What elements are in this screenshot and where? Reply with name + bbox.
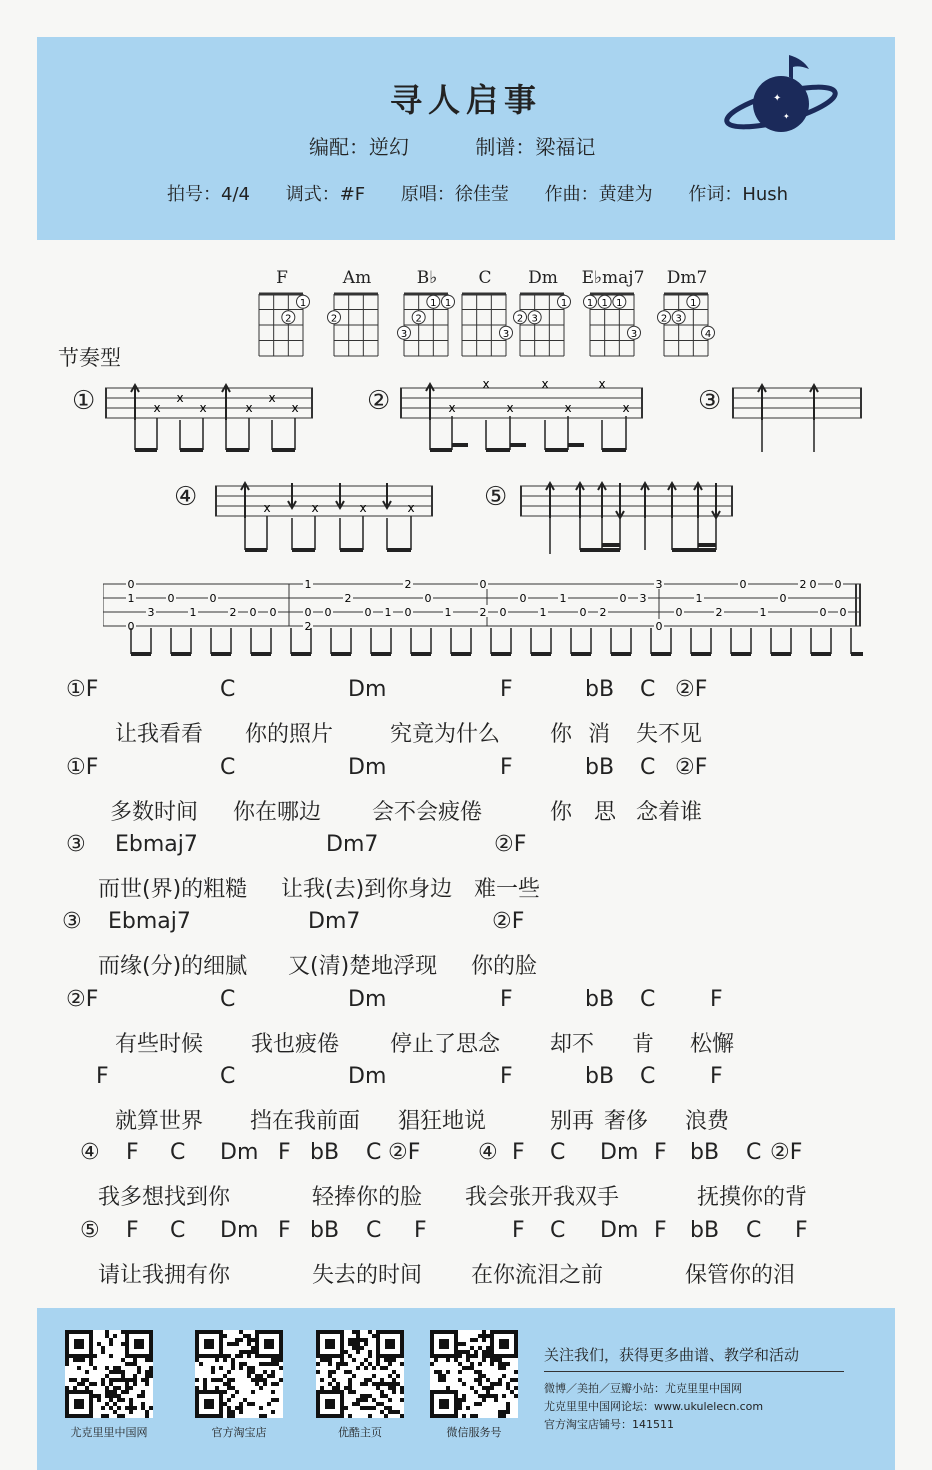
- svg-text:1: 1: [759, 606, 767, 619]
- lyric-text: 别再: [550, 1109, 595, 1134]
- svg-text:0: 0: [499, 606, 507, 619]
- svg-text:1: 1: [430, 297, 437, 309]
- chord-symbol: ②F: [770, 1140, 803, 1165]
- lyric-text: 在你流泪之前: [471, 1263, 604, 1288]
- meta-row: [167, 180, 818, 206]
- svg-text:3: 3: [675, 313, 682, 325]
- svg-text:1: 1: [695, 592, 703, 605]
- lyric-text: 我也疲倦: [251, 1032, 340, 1057]
- chord-symbol: F: [500, 987, 513, 1012]
- chord-symbol: F: [126, 1218, 139, 1243]
- lyric-text: 却不: [550, 1032, 595, 1057]
- qr-label: 优酷主页: [338, 1426, 382, 1439]
- svg-text:x: x: [153, 401, 161, 415]
- lyric-text: 让我看看: [115, 722, 204, 747]
- chord-symbol: C: [640, 987, 656, 1012]
- svg-text:0: 0: [127, 578, 135, 591]
- svg-text:3: 3: [630, 328, 638, 340]
- chord-symbol: F: [795, 1218, 808, 1243]
- lyric-text: 而缘(分)的细腻: [98, 954, 248, 979]
- lyric-text: 猖狂地说: [398, 1109, 487, 1134]
- svg-text:0: 0: [127, 620, 135, 633]
- svg-text:0: 0: [779, 592, 787, 605]
- chord-line: [0, 832, 932, 862]
- chord-symbol: Dm: [220, 1218, 259, 1243]
- lyric-text: 念着谁: [636, 800, 703, 825]
- chord-symbol: bB: [585, 755, 615, 780]
- chord-diagram: [578, 268, 648, 360]
- svg-text:x: x: [311, 501, 319, 515]
- chord-symbol: ②F: [388, 1140, 421, 1165]
- footer-info-line: 微博／美拍／豆瓣小站：尤克里里中国网: [544, 1382, 742, 1395]
- chord-symbol: Dm: [348, 987, 387, 1012]
- qr-label: 微信服务号: [446, 1426, 502, 1439]
- svg-text:0: 0: [209, 592, 217, 605]
- svg-text:0: 0: [739, 578, 747, 591]
- chord-symbol: ②F: [675, 677, 708, 702]
- chord-symbol: ②F: [675, 755, 708, 780]
- svg-text:0: 0: [839, 606, 847, 619]
- svg-text:3: 3: [400, 328, 408, 340]
- footer-info: [544, 1380, 763, 1434]
- lyric-text: 多数时间: [110, 800, 199, 825]
- pattern-1-label: ①: [72, 386, 96, 416]
- lyric-line: [0, 717, 932, 747]
- svg-text:3: 3: [502, 328, 510, 340]
- svg-text:3: 3: [639, 592, 647, 605]
- pattern-3-label: ③: [698, 386, 722, 416]
- svg-text:0: 0: [404, 606, 412, 619]
- chord-line: [0, 987, 932, 1017]
- chord-symbol: F: [654, 1140, 667, 1165]
- rhythm-pattern-5: [520, 478, 735, 556]
- lyric-line: [0, 949, 932, 979]
- chord-symbol: bB: [585, 677, 615, 702]
- chord-symbol: F: [500, 755, 513, 780]
- svg-text:x: x: [622, 401, 630, 415]
- lyric-text: 挡在我前面: [250, 1109, 361, 1134]
- chord-symbol: Dm: [348, 755, 387, 780]
- svg-text:0: 0: [424, 592, 432, 605]
- svg-text:1: 1: [444, 297, 452, 309]
- svg-text:1: 1: [559, 592, 567, 605]
- lyric-text: 抚摸你的背: [697, 1185, 808, 1210]
- header-banner: [37, 37, 895, 240]
- chord-symbol: C: [640, 677, 656, 702]
- chord-symbol: C: [640, 1064, 656, 1089]
- chord-name: B♭: [416, 268, 438, 288]
- svg-text:x: x: [482, 377, 490, 391]
- svg-text:0: 0: [579, 606, 587, 619]
- chord-symbol: Dm: [348, 1064, 387, 1089]
- svg-text:x: x: [291, 401, 299, 415]
- lyric-text: 而世(界)的粗糙: [98, 877, 248, 902]
- lyric-text: 你: [550, 800, 573, 825]
- meta-singer: 原唱：徐佳莹: [400, 184, 509, 205]
- svg-text:1: 1: [539, 606, 547, 619]
- chord-symbol: C: [170, 1218, 186, 1243]
- svg-text:0: 0: [304, 606, 312, 619]
- chord-symbol: F: [278, 1218, 291, 1243]
- planet-logo-icon: [723, 49, 843, 139]
- footer-banner: [37, 1308, 895, 1470]
- svg-text:0: 0: [519, 592, 527, 605]
- svg-text:x: x: [176, 391, 184, 405]
- chord-symbol: C: [220, 755, 236, 780]
- chord-symbol: ①F: [66, 677, 99, 702]
- lyric-line: [0, 1027, 932, 1057]
- lyric-text: 就算世界: [115, 1109, 204, 1134]
- chord-line: [0, 1140, 932, 1170]
- lyric-text: 消: [588, 722, 611, 747]
- lyric-text: 保管你的泪: [685, 1263, 796, 1288]
- svg-text:x: x: [407, 501, 415, 515]
- chord-line: [0, 1218, 932, 1248]
- svg-text:0: 0: [269, 606, 277, 619]
- footer-info-line[interactable]: 尤克里里中国网论坛：www.ukulelecn.com: [544, 1400, 764, 1413]
- chord-symbol: bB: [585, 987, 615, 1012]
- svg-text:1: 1: [690, 297, 697, 309]
- arranger-text: 编配：逆幻: [309, 135, 409, 159]
- svg-text:3: 3: [655, 578, 663, 591]
- lyric-text: 浪费: [685, 1109, 730, 1134]
- svg-text:✦: ✦: [783, 112, 790, 121]
- chord-symbol: bB: [585, 1064, 615, 1089]
- chord-symbol: Dm: [600, 1140, 639, 1165]
- lyric-text: 轻捧你的脸: [312, 1185, 423, 1210]
- lyric-text: 停止了思念: [390, 1032, 501, 1057]
- svg-text:2: 2: [516, 313, 524, 325]
- lyric-line: [0, 795, 932, 825]
- credits-row: [309, 131, 655, 160]
- footer-info-line: 官方淘宝店铺号：141511: [544, 1418, 674, 1431]
- chord-symbol: Dm: [220, 1140, 259, 1165]
- chord-symbol: C: [220, 1064, 236, 1089]
- chord-symbol: ⑤: [80, 1218, 100, 1243]
- chord-symbol: ④: [478, 1140, 498, 1165]
- svg-text:1: 1: [616, 297, 623, 309]
- chord-name: C: [478, 268, 492, 288]
- meta-time: 拍号：4/4: [167, 184, 250, 205]
- chord-symbol: ①F: [66, 755, 99, 780]
- svg-text:1: 1: [299, 297, 307, 309]
- svg-text:1: 1: [444, 606, 452, 619]
- chord-symbol: Ebmaj7: [108, 909, 191, 934]
- chord-symbol: C: [746, 1140, 762, 1165]
- svg-text:1: 1: [601, 297, 608, 309]
- rhythm-pattern-4: [215, 478, 435, 556]
- chord-name: F: [276, 268, 288, 288]
- chord-symbol: Dm7: [308, 909, 361, 934]
- lyric-text: 奢侈: [604, 1109, 649, 1134]
- chord-name: Am: [342, 268, 372, 288]
- chord-symbol: ②F: [494, 832, 527, 857]
- lyric-text: 你: [550, 722, 573, 747]
- lyric-text: 失去的时间: [312, 1263, 423, 1288]
- svg-text:1: 1: [586, 297, 594, 309]
- svg-text:x: x: [598, 377, 606, 391]
- svg-text:0: 0: [479, 578, 487, 591]
- lyric-text: 我会张开我双手: [465, 1185, 620, 1210]
- svg-text:x: x: [359, 501, 367, 515]
- lyric-text: 你的脸: [471, 954, 538, 979]
- lyric-line: [0, 1258, 932, 1288]
- svg-text:2: 2: [404, 578, 412, 591]
- chord-symbol: C: [220, 677, 236, 702]
- chord-symbol: C: [550, 1218, 566, 1243]
- svg-text:x: x: [245, 401, 253, 415]
- qr-code-icon[interactable]: [65, 1330, 153, 1418]
- chord-symbol: bB: [690, 1140, 720, 1165]
- transcriber-text: 制谱：梁福记: [475, 135, 596, 159]
- lyric-text: 失不见: [636, 722, 703, 747]
- chord-diagram: [247, 268, 317, 360]
- chord-symbol: C: [366, 1218, 382, 1243]
- chord-name: Dm7: [666, 268, 708, 288]
- meta-key: 调式：#F: [285, 184, 366, 205]
- svg-text:2: 2: [285, 313, 292, 325]
- chord-symbol: C: [366, 1140, 382, 1165]
- chord-symbol: F: [512, 1218, 525, 1243]
- lyric-text: 我多想找到你: [98, 1185, 231, 1210]
- svg-text:0: 0: [619, 592, 627, 605]
- chord-symbol: ②F: [66, 987, 99, 1012]
- chord-symbol: C: [640, 755, 656, 780]
- chord-symbol: C: [746, 1218, 762, 1243]
- lyric-line: [0, 872, 932, 902]
- svg-text:1: 1: [384, 606, 392, 619]
- chord-symbol: F: [414, 1218, 427, 1243]
- chord-symbol: Dm: [600, 1218, 639, 1243]
- chord-symbol: F: [710, 987, 723, 1012]
- svg-text:0: 0: [167, 592, 175, 605]
- svg-text:x: x: [506, 401, 514, 415]
- meta-lyricist: 作词：Hush: [688, 184, 789, 205]
- lyric-text: 松懈: [690, 1032, 735, 1057]
- chord-diagram: [322, 268, 392, 360]
- lyric-text: 思: [594, 800, 617, 825]
- svg-text:1: 1: [189, 606, 197, 619]
- svg-text:x: x: [199, 401, 207, 415]
- qr-label: 尤克里里中国网: [70, 1426, 148, 1439]
- lyric-text: 让我(去)到你身边: [281, 877, 453, 902]
- svg-text:0: 0: [809, 578, 817, 591]
- chord-symbol: F: [500, 1064, 513, 1089]
- rhythm-pattern-2: [400, 376, 645, 456]
- chord-symbol: bB: [690, 1218, 720, 1243]
- svg-text:0: 0: [819, 606, 827, 619]
- svg-text:2: 2: [304, 620, 312, 633]
- svg-text:2: 2: [330, 313, 338, 325]
- lyric-text: 究竟为什么: [390, 722, 501, 747]
- svg-text:1: 1: [560, 297, 568, 309]
- chord-symbol: C: [220, 987, 236, 1012]
- rhythm-pattern-3: [732, 380, 864, 455]
- chord-symbol: F: [710, 1064, 723, 1089]
- svg-text:2: 2: [799, 578, 807, 591]
- lyric-text: 你的照片: [245, 722, 334, 747]
- svg-text:2: 2: [599, 606, 607, 619]
- chord-line: [0, 909, 932, 939]
- svg-text:2: 2: [344, 592, 352, 605]
- pattern-5-label: ⑤: [484, 482, 508, 512]
- svg-text:0: 0: [834, 578, 842, 591]
- intro-tablature: [103, 576, 863, 658]
- lyric-text: 会不会疲倦: [372, 800, 483, 825]
- lyric-text: 又(清)楚地浮现: [288, 954, 438, 979]
- chord-diagram: [508, 268, 578, 360]
- svg-text:4: 4: [704, 328, 712, 340]
- chord-symbol: F: [278, 1140, 291, 1165]
- svg-text:x: x: [541, 377, 549, 391]
- svg-text:0: 0: [324, 606, 332, 619]
- chord-symbol: Dm: [348, 677, 387, 702]
- svg-text:x: x: [564, 401, 572, 415]
- qr-code-icon[interactable]: [316, 1330, 404, 1418]
- svg-text:0: 0: [364, 606, 372, 619]
- svg-text:0: 0: [655, 620, 663, 633]
- qr-label: 官方淘宝店: [211, 1426, 267, 1439]
- chord-symbol: F: [654, 1218, 667, 1243]
- chord-symbol: F: [512, 1140, 525, 1165]
- lyric-text: 请让我拥有你: [98, 1263, 231, 1288]
- meta-composer: 作曲：黄建为: [544, 184, 653, 205]
- pattern-2-label: ②: [367, 386, 391, 416]
- chord-name: E♭maj7: [581, 268, 645, 288]
- chord-diagram: [652, 268, 722, 360]
- song-title: 寻人启事: [389, 81, 542, 119]
- pattern-4-label: ④: [174, 482, 198, 512]
- chord-symbol: bB: [310, 1218, 340, 1243]
- svg-text:✦: ✦: [773, 93, 782, 104]
- rhythm-label: 节奏型: [58, 346, 121, 370]
- svg-text:2: 2: [479, 606, 487, 619]
- chord-line: [0, 755, 932, 785]
- svg-text:0: 0: [249, 606, 257, 619]
- svg-text:x: x: [448, 401, 456, 415]
- chord-symbol: ②F: [492, 909, 525, 934]
- svg-text:1: 1: [127, 592, 135, 605]
- chord-symbol: F: [96, 1064, 109, 1089]
- chord-symbol: C: [170, 1140, 186, 1165]
- svg-text:x: x: [263, 501, 271, 515]
- svg-text:2: 2: [660, 313, 668, 325]
- chord-symbol: F: [500, 677, 513, 702]
- lyric-text: 你在哪边: [233, 800, 322, 825]
- svg-text:0: 0: [675, 606, 683, 619]
- chord-symbol: ④: [80, 1140, 100, 1165]
- qr-code-icon[interactable]: [430, 1330, 518, 1418]
- chord-symbol: Dm7: [326, 832, 379, 857]
- lyric-text: 肯: [632, 1032, 655, 1057]
- chord-line: [0, 1064, 932, 1094]
- chord-symbol: C: [550, 1140, 566, 1165]
- chord-symbol: F: [126, 1140, 139, 1165]
- chord-name: Dm: [528, 268, 558, 288]
- svg-text:3: 3: [531, 313, 538, 325]
- lyric-line: [0, 1104, 932, 1134]
- svg-text:3: 3: [147, 606, 155, 619]
- chord-symbol: ③: [62, 909, 82, 934]
- chord-symbol: Ebmaj7: [115, 832, 198, 857]
- lyric-text: 难一些: [474, 877, 541, 902]
- lyric-line: [0, 1180, 932, 1210]
- chord-line: [0, 677, 932, 707]
- chord-symbol: ③: [66, 832, 86, 857]
- svg-text:2: 2: [415, 313, 422, 325]
- qr-code-icon[interactable]: [195, 1330, 283, 1418]
- follow-text: 关注我们，获得更多曲谱、教学和活动: [544, 1344, 844, 1372]
- chord-symbol: bB: [310, 1140, 340, 1165]
- rhythm-pattern-1: [105, 380, 315, 455]
- svg-text:x: x: [268, 391, 276, 405]
- svg-text:2: 2: [229, 606, 237, 619]
- svg-text:1: 1: [304, 578, 312, 591]
- svg-text:2: 2: [715, 606, 723, 619]
- lyric-text: 有些时候: [115, 1032, 204, 1057]
